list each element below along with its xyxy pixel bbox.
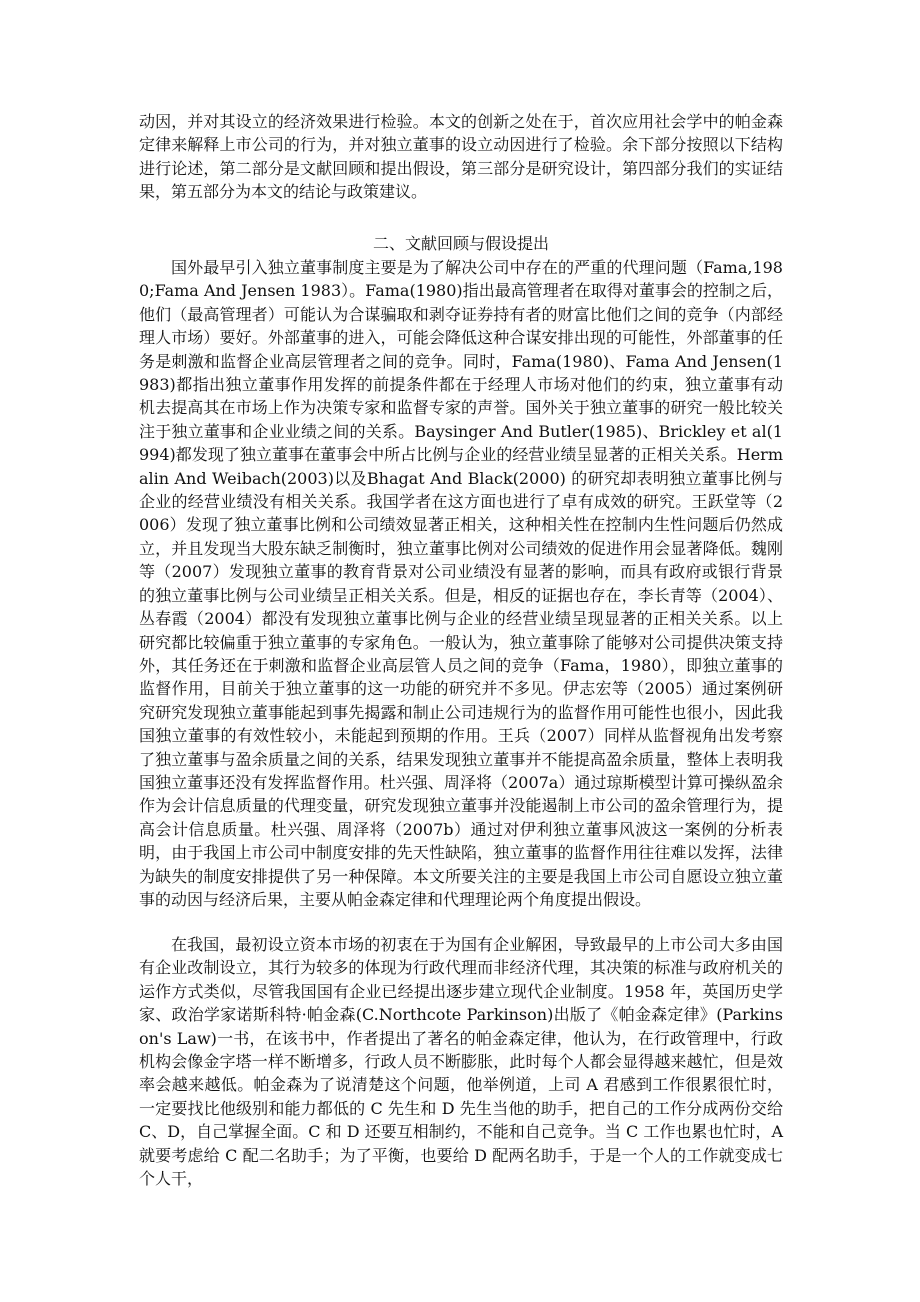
intro-paragraph: 动因，并对其设立的经济效果进行检验。本文的创新之处在于，首次应用社会学中的帕金森定律来解释上市公司的行为，并对独立董事的设立动因进行了检验。余下部分按照以下结构进行论述，第二部分是文献回顾和提出假设，第三部分是研究设计，第四部分我们的实证结果，第五部分为本文的结论与政策建议。 xyxy=(139,112,783,202)
literature-review-block xyxy=(139,256,783,911)
intro-paragraph-block xyxy=(139,110,783,204)
literature-review-paragraph: 国外最早引入独立董事制度主要是为了解决公司中存在的严重的代理问题（Fama,1980;Fama And Jensen 1983）。Fama(1980)指出最高管理者在取得对董事会的控制之后，他们（最高管理者）可能认为合谋骗取和剥夺证券持有者的财富比他们之间的竞争（内部经理人市场）要好。外部董事的进入，可能会降低这种合谋安排出现的可能性，外部董事的任务是刺激和监督企业高层管理者之间的竞争。同时，Fama(1980)、Fama And Jensen(1983)都指出独立董事作用发挥的前提条件都在于经理人市场对他们的约束，独立董事有动机去提高其在市场上作为决策专家和监督专家的声誉。国外关于独立董事的研究一般比较关注于独立董事和企业业绩之间的关系。Baysinger And Butler(1985)、Brickley et al(1994)都发现了独立董事在董事会中所占比例与企业的经营业绩呈显著的正相关关系。Hermalin And Weibach(2003)以及Bhagat And Black(2000) 的研究却表明独立董事比例与企业的经营业绩没有相关关系。我国学者在这方面也进行了卓有成效的研究。王跃堂等（2006）发现了独立董事比例和公司绩效显著正相关，这种相关性在控制内生性问题后仍然成立，并且发现当大股东缺乏制衡时，独立董事比例对公司绩效的促进作用会显著降低。魏刚等（2007）发现独立董事的教育背景对公司业绩没有显著的影响，而具有政府或银行背景的独立董事比例与公司业绩呈正相关关系。但是，相反的证据也存在，李长青等（2004）、丛春霞（2004）都没有发现独立董事比例与企业的经营业绩呈现显著的正相关关系。以上研究都比较偏重于独立董事的专家角色。一般认为，独立董事除了能够对公司提供决策支持外，其任务还在于刺激和监督企业高层管人员之间的竞争（Fama，1980），即独立董事的监督作用，目前关于独立董事的这一功能的研究并不多见。伊志宏等（2005）通过案例研究研究发现独立董事能起到事先揭露和制止公司违规行为的监督作用可能性也很小，因此我国独立董事的有效性较小，未能起到预期的作用。王兵（2007）同样从监督视角出发考察了独立董事与盈余质量之间的关系，结果发现独立董事并不能提高盈余质量，整体上表明我国独立董事还没有发挥监督作用。杜兴强、周泽将（2007a）通过琼斯模型计算可操纵盈余作为会计信息质量的代理变量，研究发现独立董事并没能遏制上市公司的盈余管理行为，提高会计信息质量。杜兴强、周泽将（2007b）通过对伊利独立董事风波这一案例的分析表明，由于我国上市公司中制度安排的先天性缺陷，独立董事的监督作用往往难以发挥，法律为缺失的制度安排提供了另一种保障。本文所要关注的主要是我国上市公司自愿设立独立董事的动因与经济后果，主要从帕金森定律和代理理论两个角度提出假设。 xyxy=(139,258,783,909)
parkinson-law-paragraph: 在我国，最初设立资本市场的初衷在于为国有企业解困，导致最早的上市公司大多由国有企业改制设立，其行为较多的体现为行政代理而非经济代理，其决策的标准与政府机关的运作方式类似，尽管我国国有企业已经提出逐步建立现代企业制度。1958 年，英国历史学家、政治学家诺斯科特·帕金森(C.Northcote Parkinson)出版了《帕金森定律》(Parkinson's Law)一书，在该书中，作者提出了著名的帕金森定律，他认为，在行政管理中，行政机构会像金字塔一样不断增多，行政人员不断膨胀，此时每个人都会显得越来越忙，但是效率会越来越低。帕金森为了说清楚这个问题，他举例道，上司 A 君感到工作很累很忙时，一定要找比他级别和能力都低的 C 先生和 D 先生当他的助手，把自己的工作分成两份交给 C、D，自己掌握全面。C 和 D 还要互相制约，不能和自己竞争。当 C 工作也累也忙时，A 就要考虑给 C 配二名助手；为了平衡，也要给 D 配两名助手，于是一个人的工作就变成七个人干， xyxy=(139,935,783,1189)
section-heading: 二、文献回顾与假设提出 xyxy=(372,234,549,253)
parkinson-law-block xyxy=(139,933,783,1190)
